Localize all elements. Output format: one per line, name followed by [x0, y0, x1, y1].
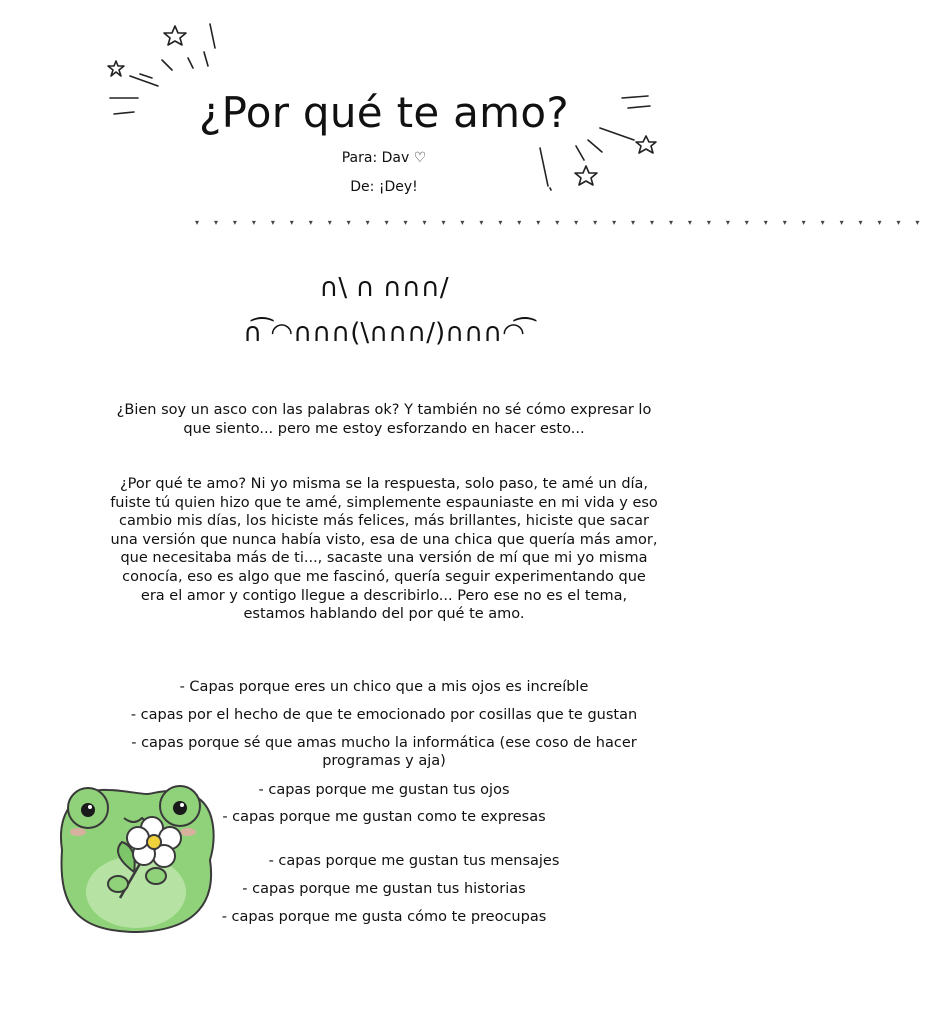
recipient-line: Para: Dav ♡	[341, 150, 427, 166]
reason-item: - capas porque me gustan como te expresas	[222, 809, 546, 825]
reason-item: - capas por el hecho de que te emocionado por cosillas que te gustan	[130, 707, 638, 723]
body-paragraph: ¿Por qué te amo? Ni yo misma se la respuesta, solo paso, te amé un día, fuiste tú quien hizo que te amé, simplemente espauniaste en mi vida y eso cambio mis días, los hiciste más felices, más brillantes, hiciste que sacar una versión que nunca había visto, esa de una chica que quería más amor, que necesitaba más de ti..., sacaste una versión de mí que mi yo misma conocía, eso es algo que me fascinó, quería seguir experimentando que era el amor y contigo llegue a describirlo... Pero ese no es el tema, estamos hablando del por qué te amo.	[110, 476, 658, 623]
page-title: ¿Por qué te amo?	[198, 88, 569, 137]
kaomoji-line-2: ∩͡ ◠∩∩∩(\∩∩∩/)∩∩∩◠͡	[243, 318, 525, 348]
reason-item: - capas porque sé que amas mucho la informática (ese coso de hacer programas y aja)	[131, 735, 637, 769]
reason-item: - capas porque me gustan tus ojos	[258, 782, 510, 798]
frog-with-flower-icon	[48, 780, 226, 940]
kaomoji-line-1: ∩\ ∩ ∩∩∩/	[319, 273, 449, 303]
reason-item: - capas porque me gustan tus historias	[242, 881, 526, 897]
sender-line: De: ¡Dey!	[350, 179, 418, 195]
reason-item: - Capas porque eres un chico que a mis ojos es increíble	[179, 679, 589, 695]
intro-paragraph: ¿Bien soy un asco con las palabras ok? Y también no sé cómo expresar lo que siento... pero me estoy esforzando en hacer esto...	[116, 402, 652, 437]
reason-item: - capas porque me gustan tus mensajes	[268, 853, 560, 869]
reason-item: - capas porque me gusta cómo te preocupas	[221, 909, 547, 925]
decorative-divider: ▾ ▾ ▾ ▾ ▾ ▾ ▾ ▾ ▾ ▾ ▾ ▾ ▾ ▾ ▾ ▾ ▾ ▾ ▾ ▾ ▾ ▾ ▾ ▾ ▾ ▾ ▾ ▾ ▾ ▾ ▾ ▾ ▾ ▾ ▾ ▾ ▾ ▾ ▾	[195, 218, 926, 227]
